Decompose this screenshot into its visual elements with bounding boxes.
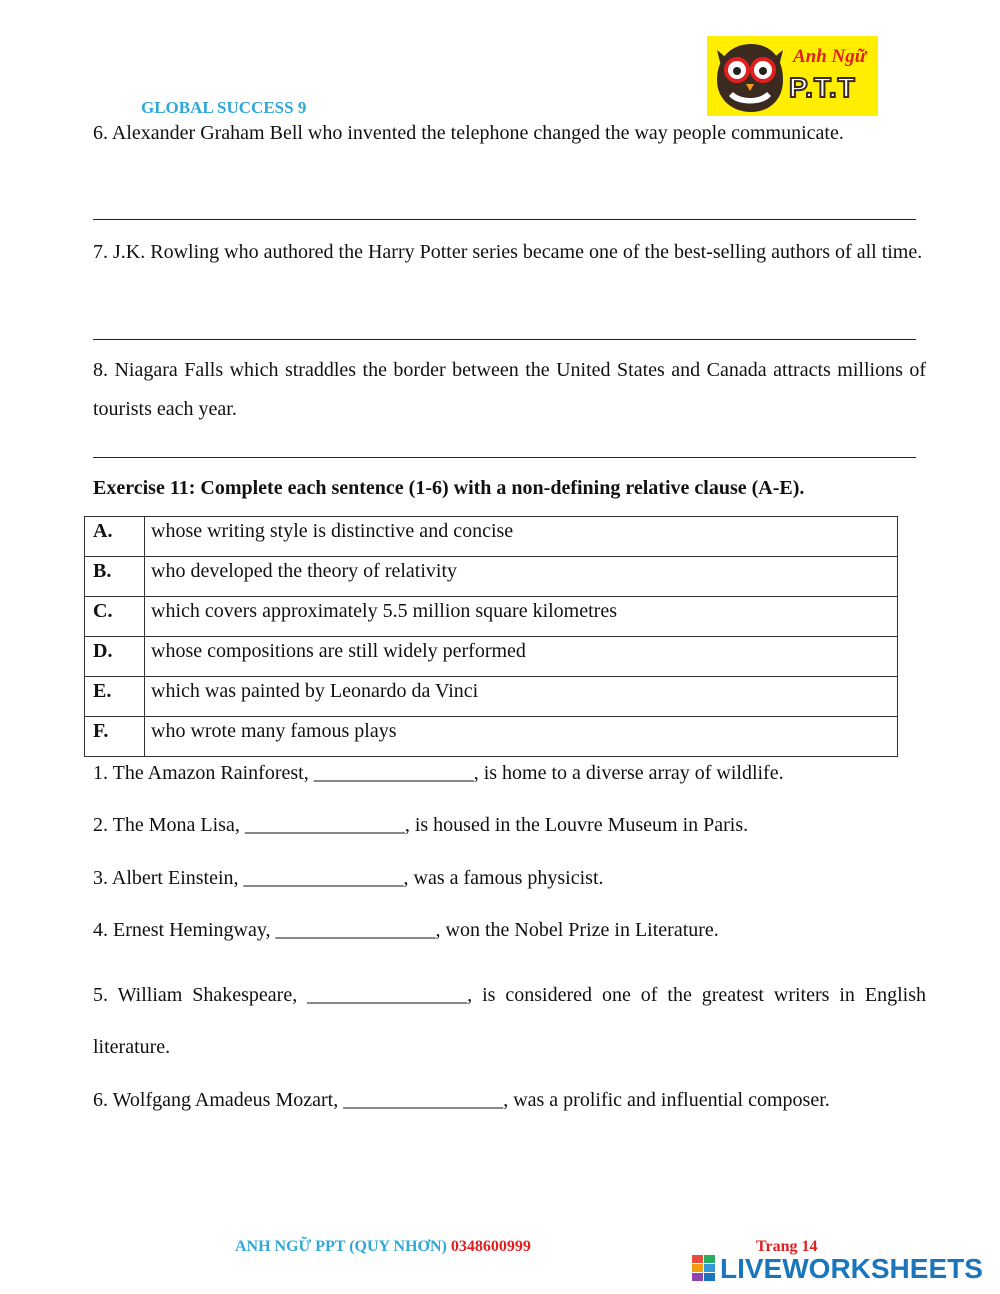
exercise-heading: Exercise 11: Complete each sentence (1-6) with a non-defining relative clause (A-E). — [93, 477, 805, 499]
option-row — [85, 557, 898, 597]
option-letter: F. — [85, 717, 145, 757]
option-text: whose compositions are still widely performed — [145, 637, 898, 677]
option-row — [85, 677, 898, 717]
option-letter: B. — [85, 557, 145, 597]
watermark-text: LIVEWORKSHEETS — [720, 1253, 983, 1284]
answer-line-8[interactable] — [93, 457, 916, 458]
option-row — [85, 637, 898, 677]
option-text: who developed the theory of relativity — [145, 557, 898, 597]
rewrite-item-6: 6. Alexander Graham Bell who invented the telephone changed the way people communicate. — [93, 122, 844, 144]
header-title: GLOBAL SUCCESS 9 — [141, 98, 307, 117]
page-number: Trang 14 — [756, 1238, 818, 1255]
sentence-2: 2. The Mona Lisa, ________________, is housed in the Louvre Museum in Paris. — [93, 814, 749, 836]
option-letter: C. — [85, 597, 145, 637]
option-text: which covers approximately 5.5 million square kilometres — [145, 597, 898, 637]
option-row — [85, 717, 898, 757]
sentence-3: 3. Albert Einstein, ________________, was a famous physicist. — [93, 867, 604, 889]
option-letter: D. — [85, 637, 145, 677]
logo-text-bottom: P.T.T — [789, 72, 856, 103]
option-text: which was painted by Leonardo da Vinci — [145, 677, 898, 717]
sentence-4: 4. Ernest Hemingway, ________________, won the Nobel Prize in Literature. — [93, 919, 719, 941]
sentence-1: 1. The Amazon Rainforest, ________________, is home to a diverse array of wildlife. — [93, 762, 784, 784]
option-text: who wrote many famous plays — [145, 717, 898, 757]
footer-contact — [235, 1238, 531, 1256]
option-text: whose writing style is distinctive and concise — [145, 517, 898, 557]
liveworksheets-watermark — [692, 1252, 983, 1286]
option-row — [85, 517, 898, 557]
logo-text-top: Anh Ngữ — [793, 46, 867, 67]
rewrite-item-7: 7. J.K. Rowling who authored the Harry Potter series became one of the best-selling authors of all time. — [93, 241, 923, 263]
answer-line-7[interactable] — [93, 339, 916, 340]
answer-line-6[interactable] — [93, 219, 916, 220]
option-letter: E. — [85, 677, 145, 717]
rewrite-item-8: 8. Niagara Falls which straddles the border between the United States and Canada attracts millions of tourists each year. — [93, 359, 926, 420]
footer-center-text: ANH NGỮ PPT (QUY NHƠN) — [235, 1238, 447, 1255]
liveworksheets-blocks-icon — [692, 1255, 716, 1283]
option-row — [85, 597, 898, 637]
brand-logo — [707, 36, 878, 116]
sentence-6: 6. Wolfgang Amadeus Mozart, ________________, was a prolific and influential composer. — [93, 1089, 830, 1111]
footer-phone: 0348600999 — [450, 1238, 531, 1255]
sentence-5: 5. William Shakespeare, ________________, is considered one of the greatest writers in English literature. — [93, 984, 926, 1058]
options-table — [84, 516, 898, 757]
option-letter: A. — [85, 517, 145, 557]
